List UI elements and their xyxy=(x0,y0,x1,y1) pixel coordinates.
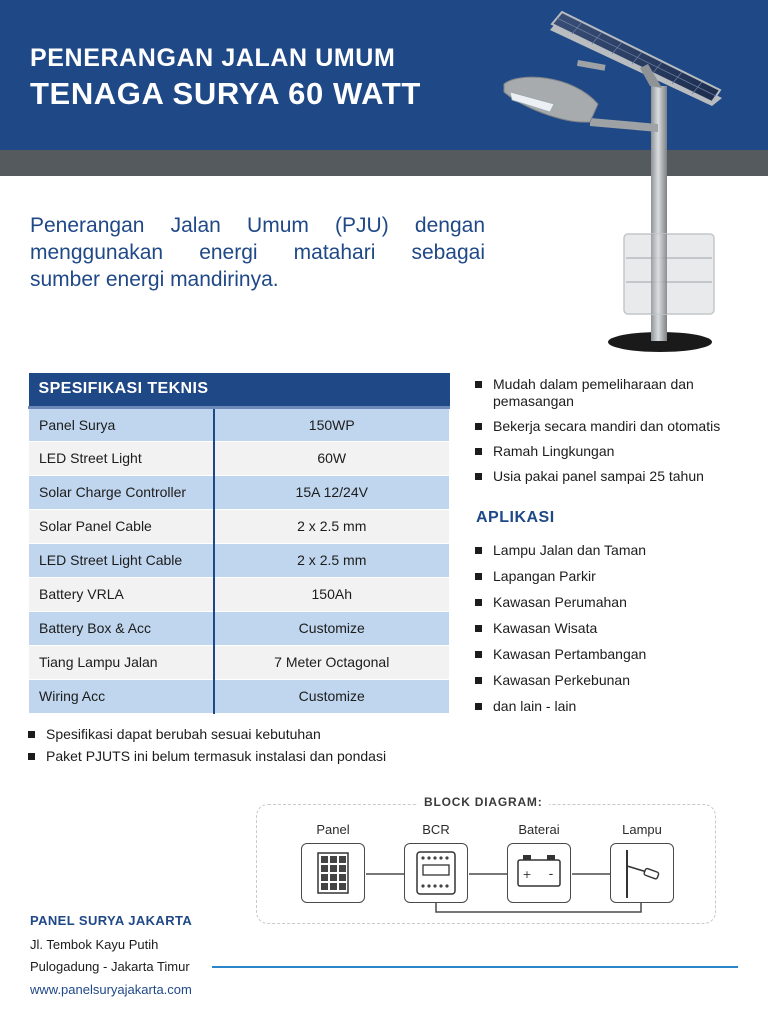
list-item: Kawasan Wisata xyxy=(475,620,745,637)
spec-value: 7 Meter Octagonal xyxy=(214,645,450,679)
list-item: Spesifikasi dapat berubah sesuai kebutuhan xyxy=(28,726,468,743)
street-lamp-icon xyxy=(610,843,674,903)
spec-value: 15A 12/24V xyxy=(214,475,450,509)
block-diagram-title: BLOCK DIAGRAM: xyxy=(418,795,549,809)
list-item: Lapangan Parkir xyxy=(475,568,745,585)
spec-label: Solar Charge Controller xyxy=(29,475,214,509)
list-item: Kawasan Perkebunan xyxy=(475,672,745,689)
diagram-label-battery: Baterai xyxy=(518,822,560,837)
feature-list xyxy=(475,376,745,493)
charge-controller-icon xyxy=(404,843,468,903)
battery-plus-sign: + xyxy=(522,868,532,881)
table-row xyxy=(29,679,450,713)
table-row xyxy=(29,475,450,509)
table-row xyxy=(29,577,450,611)
page-title-line1: PENERANGAN JALAN UMUM xyxy=(30,44,396,72)
table-row xyxy=(29,407,450,441)
spec-label: Tiang Lampu Jalan xyxy=(29,645,214,679)
diagram-label-lamp: Lampu xyxy=(622,822,662,837)
list-item: dan lain - lain xyxy=(475,698,745,715)
applications-heading: APLIKASI xyxy=(476,509,555,526)
diagram-label-bcr: BCR xyxy=(422,822,450,837)
solar-panel-icon xyxy=(301,843,365,903)
diagram-label-panel: Panel xyxy=(316,822,350,837)
intro-line: Penerangan Jalan Umum (PJU) dengan xyxy=(30,214,485,237)
table-row xyxy=(29,543,450,577)
list-item: Kawasan Pertambangan xyxy=(475,646,745,663)
battery-icon xyxy=(507,843,571,903)
spec-label: Panel Surya xyxy=(29,407,214,441)
address-line-2: Pulogadung - Jakarta Timur xyxy=(30,959,190,974)
spec-value: Customize xyxy=(214,611,450,645)
battery-minus-sign: - xyxy=(548,867,554,882)
list-item: Mudah dalam pemeliharaan dan pemasangan xyxy=(475,376,745,410)
solar-street-lamp-illustration xyxy=(490,6,730,356)
spec-value: Customize xyxy=(214,679,450,713)
list-item: Usia pakai panel sampai 25 tahun xyxy=(475,468,745,485)
spec-label: LED Street Light Cable xyxy=(29,543,214,577)
list-item: Paket PJUTS ini belum termasuk instalasi dan pondasi xyxy=(28,748,468,765)
spec-label: LED Street Light xyxy=(29,441,214,475)
website-link[interactable]: www.panelsuryajakarta.com xyxy=(30,982,192,997)
spec-table xyxy=(28,373,450,714)
table-row xyxy=(29,611,450,645)
page-title-line2: TENAGA SURYA 60 WATT xyxy=(30,76,421,111)
spec-label: Battery VRLA xyxy=(29,577,214,611)
spec-value: 150WP xyxy=(214,407,450,441)
spec-table-heading: SPESIFIKASI TEKNIS xyxy=(29,373,450,407)
intro-line: menggunakan energi matahari sebagai xyxy=(30,241,485,264)
notes-list xyxy=(28,726,468,770)
spec-value: 2 x 2.5 mm xyxy=(214,543,450,577)
intro-paragraph xyxy=(30,212,485,293)
spec-label: Solar Panel Cable xyxy=(29,509,214,543)
address-line-1: Jl. Tembok Kayu Putih xyxy=(30,937,159,952)
list-item: Ramah Lingkungan xyxy=(475,443,745,460)
spec-value: 150Ah xyxy=(214,577,450,611)
spec-label: Battery Box & Acc xyxy=(29,611,214,645)
footer-divider xyxy=(212,966,738,968)
list-item: Kawasan Perumahan xyxy=(475,594,745,611)
list-item: Lampu Jalan dan Taman xyxy=(475,542,745,559)
table-row xyxy=(29,645,450,679)
applications-list xyxy=(475,542,745,724)
spec-label: Wiring Acc xyxy=(29,679,214,713)
table-row xyxy=(29,509,450,543)
table-row xyxy=(29,441,450,475)
intro-line: sumber energi mandirinya. xyxy=(30,268,279,291)
list-item: Bekerja secara mandiri dan otomatis xyxy=(475,418,745,435)
spec-value: 60W xyxy=(214,441,450,475)
company-name: PANEL SURYA JAKARTA xyxy=(30,913,193,928)
spec-value: 2 x 2.5 mm xyxy=(214,509,450,543)
